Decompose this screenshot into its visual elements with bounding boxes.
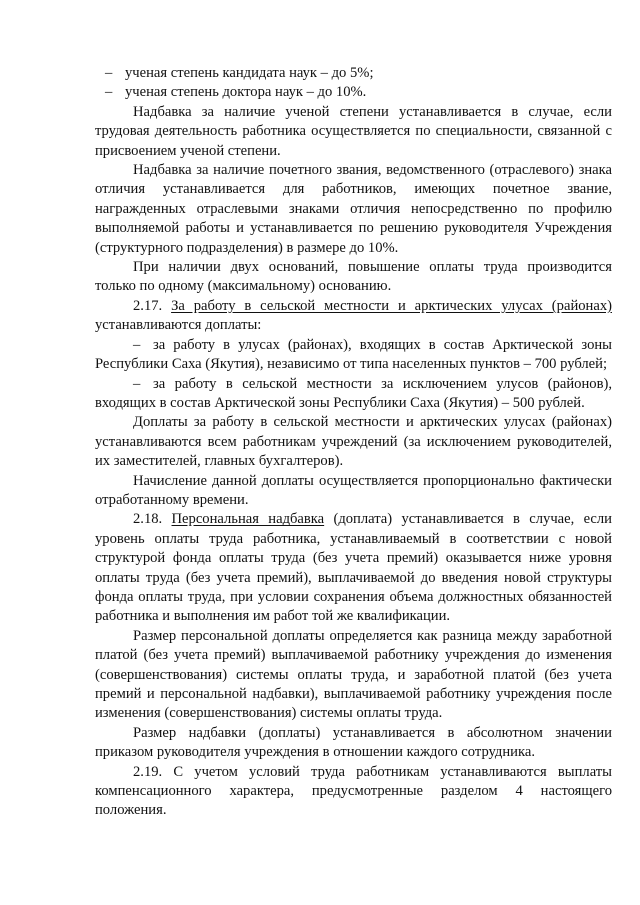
section-2-17: 2.17. За работу в сельской местности и арктических улусах (районах) устанавливаются доплаты: (95, 297, 612, 334)
paragraph: Начисление данной доплаты осуществляется пропорционально фактически отработанному времени. (95, 472, 612, 508)
paragraph: Размер персональной доплаты определяется как разница между заработной платой (без учета премий) выплачиваемой работнику учреждения до изменения (совершенствования) системы оплаты труда, и заработной платой (без учета премий и персональной надбавки), выплачиваемой работнику учреждения после изменения (совершенствования) системы оплаты труда. (95, 627, 612, 722)
dash-marker: – (105, 65, 113, 81)
section-heading-underlined: За работу в сельской местности и арктических улусах (районах) (171, 297, 612, 314)
paragraph: Надбавка за наличие почетного звания, ведомственного (отраслевого) знака отличия устанавливается для работников, имеющих почетное звание, награжденных отраслевыми знаками отличия непосредственно по профилю выполняемой работы и устанавливается по решению руководителя Учреждения (структурного подразделения) в размере до 10%. (95, 162, 612, 256)
dash-paragraph: – за работу в сельской местности за исключением улусов (районов), входящих в состав Арктической зоны Республики Саха (Якутия) – 500 рублей. (95, 375, 612, 411)
document-page (95, 64, 612, 821)
dash-marker: – (105, 84, 113, 101)
list-item: – ученая степень кандидата наук – до 5%; (95, 64, 612, 83)
dash-paragraph: – за работу в улусах (районах), входящих в состав Арктической зоны Республики Саха (Якутия), независимо от типа населенных пунктов – 700 рублей; (95, 336, 612, 373)
paragraph: При наличии двух оснований, повышение оплаты труда производится только по одному (максимальному) основанию. (95, 259, 612, 295)
paragraph: Размер надбавки (доплаты) устанавливается в абсолютном значении приказом руководителя учреждения в отношении каждого сотрудника. (95, 724, 612, 761)
dash-marker: – (133, 375, 141, 392)
section-2-19: 2.19. С учетом условий труда работникам устанавливаются выплаты компенсационного характера, предусмотренные разделом 4 настоящего положения. (95, 763, 612, 819)
paragraph: Доплаты за работу в сельской местности и арктических улусах (районах) устанавливаются всем работникам учреждений (за исключением руководителей, их заместителей, главных бухгалтеров). (95, 414, 612, 470)
paragraph: Надбавка за наличие ученой степени устанавливается в случае, если трудовая деятельность работника осуществляется по специальности, связанной с присвоением ученой степени. (95, 103, 612, 159)
list-item: – ученая степень доктора наук – до 10%. (95, 83, 612, 102)
dash-marker: – (133, 336, 141, 353)
section-heading-underlined: Персональная надбавка (171, 511, 325, 528)
section-2-18: 2.18. Персональная надбавка (доплата) устанавливается в случае, если уровень оплаты труда работника, устанавливаемый в соответствии с новой структурой фонда оплаты труда (без учета премий) оказывается ниже уровня оплаты труда (без учета премий), выплачиваемой до введения новой структуры фонда оплаты труда, при условии сохранения объема должностных обязанностей работника и выполнения им работ той же квалификации. (95, 511, 612, 625)
